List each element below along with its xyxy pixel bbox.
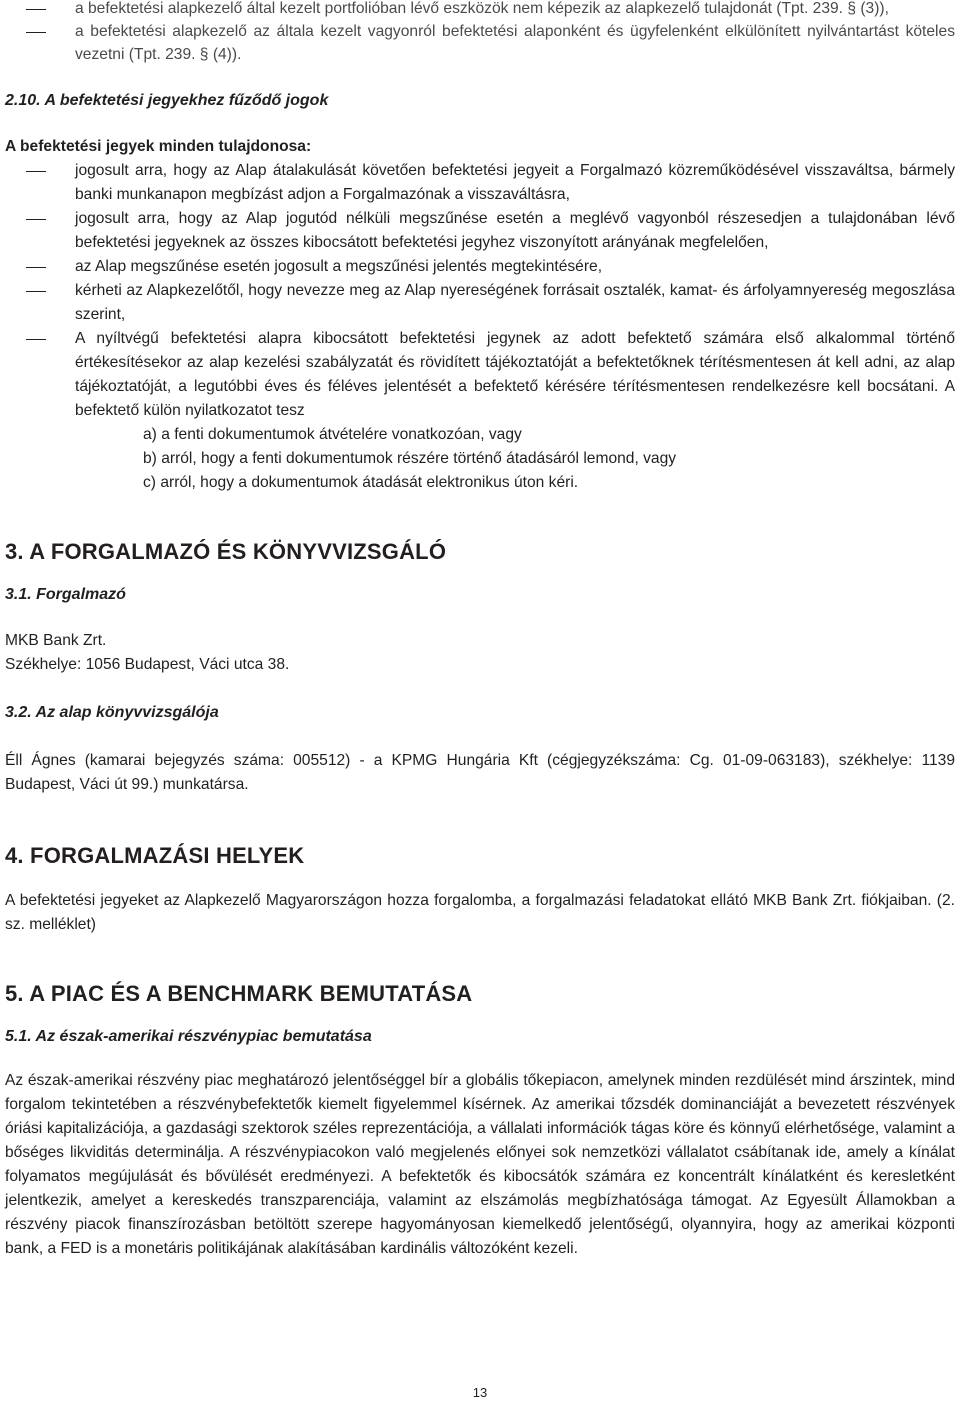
section-2-10-heading: 2.10. A befektetési jegyekhez fűződő jogok (5, 92, 329, 109)
list-item: a befektetési alapkezelő által kezelt portfolióban lévő eszközök nem képezik az alapkezelő tulajdonát (Tpt. 239. § (3)), (5, 0, 955, 20)
document-page (5, 0, 955, 1261)
section-3-2-heading: 3.2. Az alap könyvvizsgálója (5, 704, 219, 721)
list-item: b) arról, hogy a fenti dokumentumok részére történő átadásáról lemond, vagy (143, 450, 677, 467)
distributor-address: Székhelye: 1056 Budapest, Váci utca 38. (5, 656, 290, 673)
section-4-text: A befektetési jegyeket az Alapkezelő Magyarországon hozza forgalomba, a forgalmazási feladatokat ellátó MKB Bank Zrt. fiókjaiban. (2. sz. melléklet) (5, 892, 955, 933)
list-item: a befektetési alapkezelő az általa kezelt vagyonról befektetési alaponként és ügyfelenként elkülönített nyilvántartást köteles vezetni (Tpt. 239. § (4)). (5, 20, 955, 66)
distributor-name: MKB Bank Zrt. (5, 632, 107, 649)
rights-intro: A befektetési jegyek minden tulajdonosa: (5, 138, 312, 155)
page-number: 13 (472, 1385, 488, 1400)
section-5-heading: 5. A PIAC ÉS A BENCHMARK BEMUTATÁSA (5, 981, 473, 1006)
list-item: a) a fenti dokumentumok átvételére vonatkozóan, vagy (143, 426, 522, 443)
section-3-1-heading: 3.1. Forgalmazó (5, 586, 126, 603)
section-3-heading: 3. A FORGALMAZÓ ÉS KÖNYVVIZSGÁLÓ (5, 539, 447, 564)
auditor-text: Éll Ágnes (kamarai bejegyzés száma: 005512) - a KPMG Hungária Kft (cégjegyzékszáma: Cg. 01-09-063183), székhelye: 1139 Budapest, Váci út 99.) munkatársa. (5, 752, 955, 793)
section-4-heading: 4. FORGALMAZÁSI HELYEK (5, 843, 305, 868)
list-item: az Alap megszűnése esetén jogosult a megszűnési jelentés megtekintésére, (5, 255, 955, 279)
list-item: kérheti az Alapkezelőtől, hogy nevezze meg az Alap nyereségének forrásait osztalék, kamat- és árfolyamnyereség megoszlása szerint, (5, 279, 955, 327)
list-item: jogosult arra, hogy az Alap jogutód nélküli megszűnése esetén a meglévő vagyonból részesedjen a tulajdonában lévő befektetési jegyeknek az összes kibocsátott befektetési jegyhez viszonyított arányának megfelelően, (5, 207, 955, 255)
list-item: A nyíltvégű befektetési alapra kibocsátott befektetési jegynek az adott befektető számára első alkalommal történő értékesítésekor az alap kezelési szabályzatát és rövidített tájékoztatóját a befektetőknek térítésmentesen át kell adni, az alap tájékoztatóját, a legutóbbi éves és féléves jelentését a befektető kérésére térítésmentesen rendelkezésre kell bocsátani. A befektető külön nyilatkozatot tesz (5, 327, 955, 423)
list-item: jogosult arra, hogy az Alap átalakulását követően befektetési jegyeit a Forgalmazó közreműködésével visszaváltsa, bármely banki munkanapon megbízást adjon a Forgalmazónak a visszaváltásra, (5, 159, 955, 207)
rights-list (5, 159, 955, 423)
continued-list (5, 0, 955, 66)
section-5-1-text: Az észak-amerikai részvény piac meghatározó jelentőséggel bír a globális tőkepiacon, amelynek minden rezdülését mind árszintek, mind forgalom tekintetében a részvénybefektetők kiemelt figyelemmel kísérnek. Az amerikai tőzsdék dominanciáját a bevezetett részvények óriási kapitalizációja, a gazdasági szektorok széles reprezentációja, a vállalati információk tágas köre és könnyű elérhetősége, valamint a bőséges likviditás determinálja. A részvénypiacokon való megjelenés előnyei sok nemzetközi vállalatot csábítanak ide, amely a kínálat folyamatos megújulását és bővülését eredményezi. A befektetők és kibocsátók számára ez koncentrált kínálatként és keresletként jelentkezik, amelyet a kereskedés transzparenciája, valamint az elszámolás megbízhatósága támogat. Az Egyesült Államokban a részvény piacok finanszírozásban betöltött szerepe hagyományosan kiemelkedő jelentőségű, olyannyira, hogy az amerikai központi bank, a FED is a monetáris politikájának alakításában kardinális változóként kezeli. (5, 1072, 955, 1257)
declaration-options (5, 423, 955, 495)
list-item: c) arról, hogy a dokumentumok átadását elektronikus úton kéri. (143, 474, 579, 491)
section-5-1-heading: 5.1. Az észak-amerikai részvénypiac bemutatása (5, 1028, 372, 1045)
